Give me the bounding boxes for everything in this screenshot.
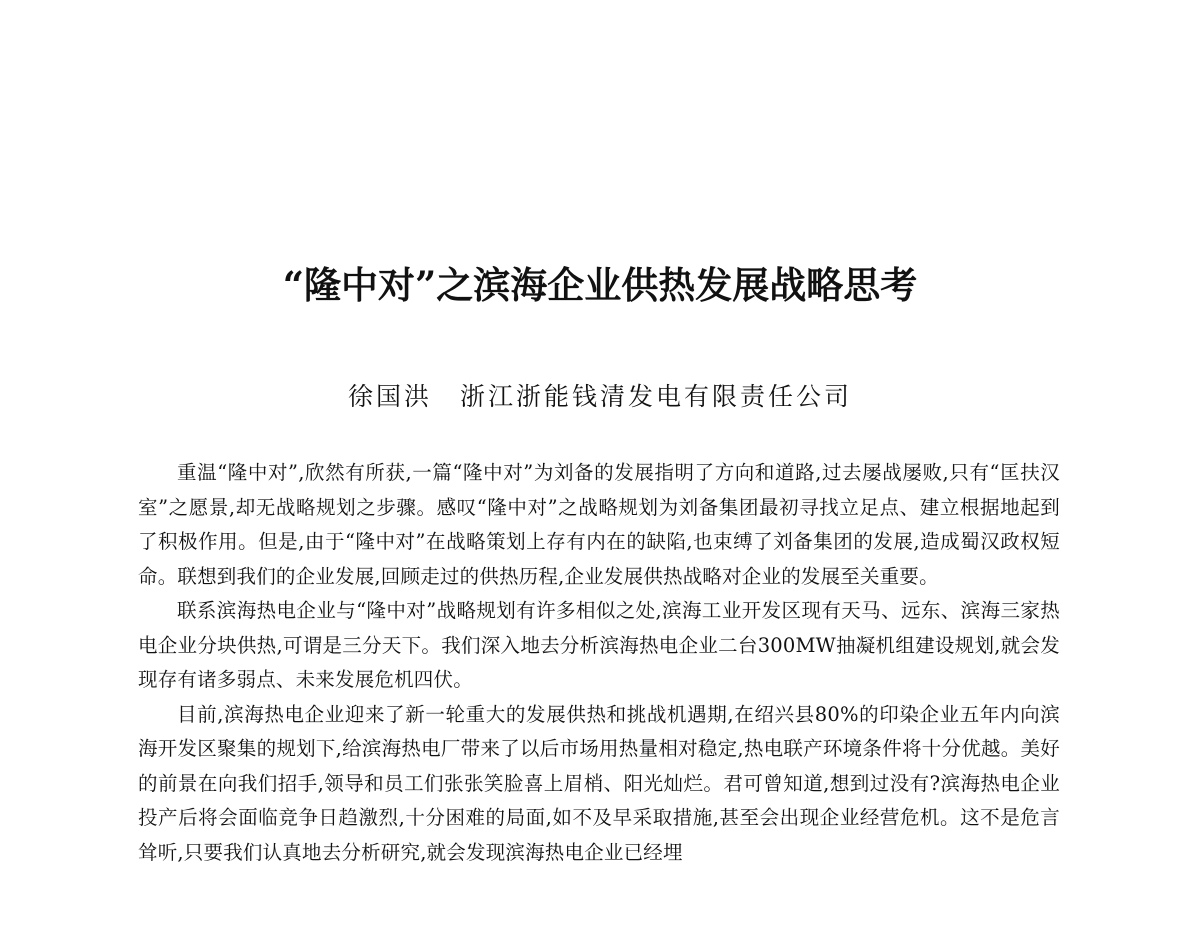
author-name: 徐国洪	[347, 382, 432, 411]
author-affiliation: 浙江浙能钱清发电有限责任公司	[460, 382, 853, 411]
paragraph-1: 重温“隆中对”,欣然有所获,一篇“隆中对”为刘备的发展指明了方向和道路,过去屡战屡败,只有“匡扶汉室”之愿景,却无战略规划之步骤。感叹“隆中对”之战略规划为刘备集团最初寻找立足点、建立根据地起到了积极作用。但是,由于“隆中对”在战略策划上存有内在的缺陷,也束缚了刘备集团的发展,造成蜀汉政权短命。联想到我们的企业发展,回顾走过的供热历程,企业发展供热战略对企业的发展至关重要。	[138, 461, 1060, 588]
article-body	[138, 456, 1060, 870]
paragraph-2: 联系滨海热电企业与“隆中对”战略规划有许多相似之处,滨海工业开发区现有天马、远东、滨海三家热电企业分块供热,可谓是三分天下。我们深入地去分析滨海热电企业二台300MW抽凝机组建设规划,就会发现存有诸多弱点、未来发展危机四伏。	[138, 599, 1060, 691]
paragraph-3: 目前,滨海热电企业迎来了新一轮重大的发展供热和挑战机遇期,在绍兴县80%的印染企业五年内向滨海开发区聚集的规划下,给滨海热电厂带来了以后市场用热量相对稳定,热电联产环境条件将十分优越。美好的前景在向我们招手,领导和员工们张张笑脸喜上眉梢、阳光灿烂。君可曾知道,想到过没有?滨海热电企业投产后将会面临竞争日趋激烈,十分困难的局面,如不及早采取措施,甚至会出现企业经营危机。这不是危言耸听,只要我们认真地去分析研究,就会发现滨海热电企业已经埋	[138, 702, 1060, 864]
article-title: “隆中对”之滨海企业供热发展战略思考	[282, 263, 918, 307]
byline	[0, 380, 1200, 414]
